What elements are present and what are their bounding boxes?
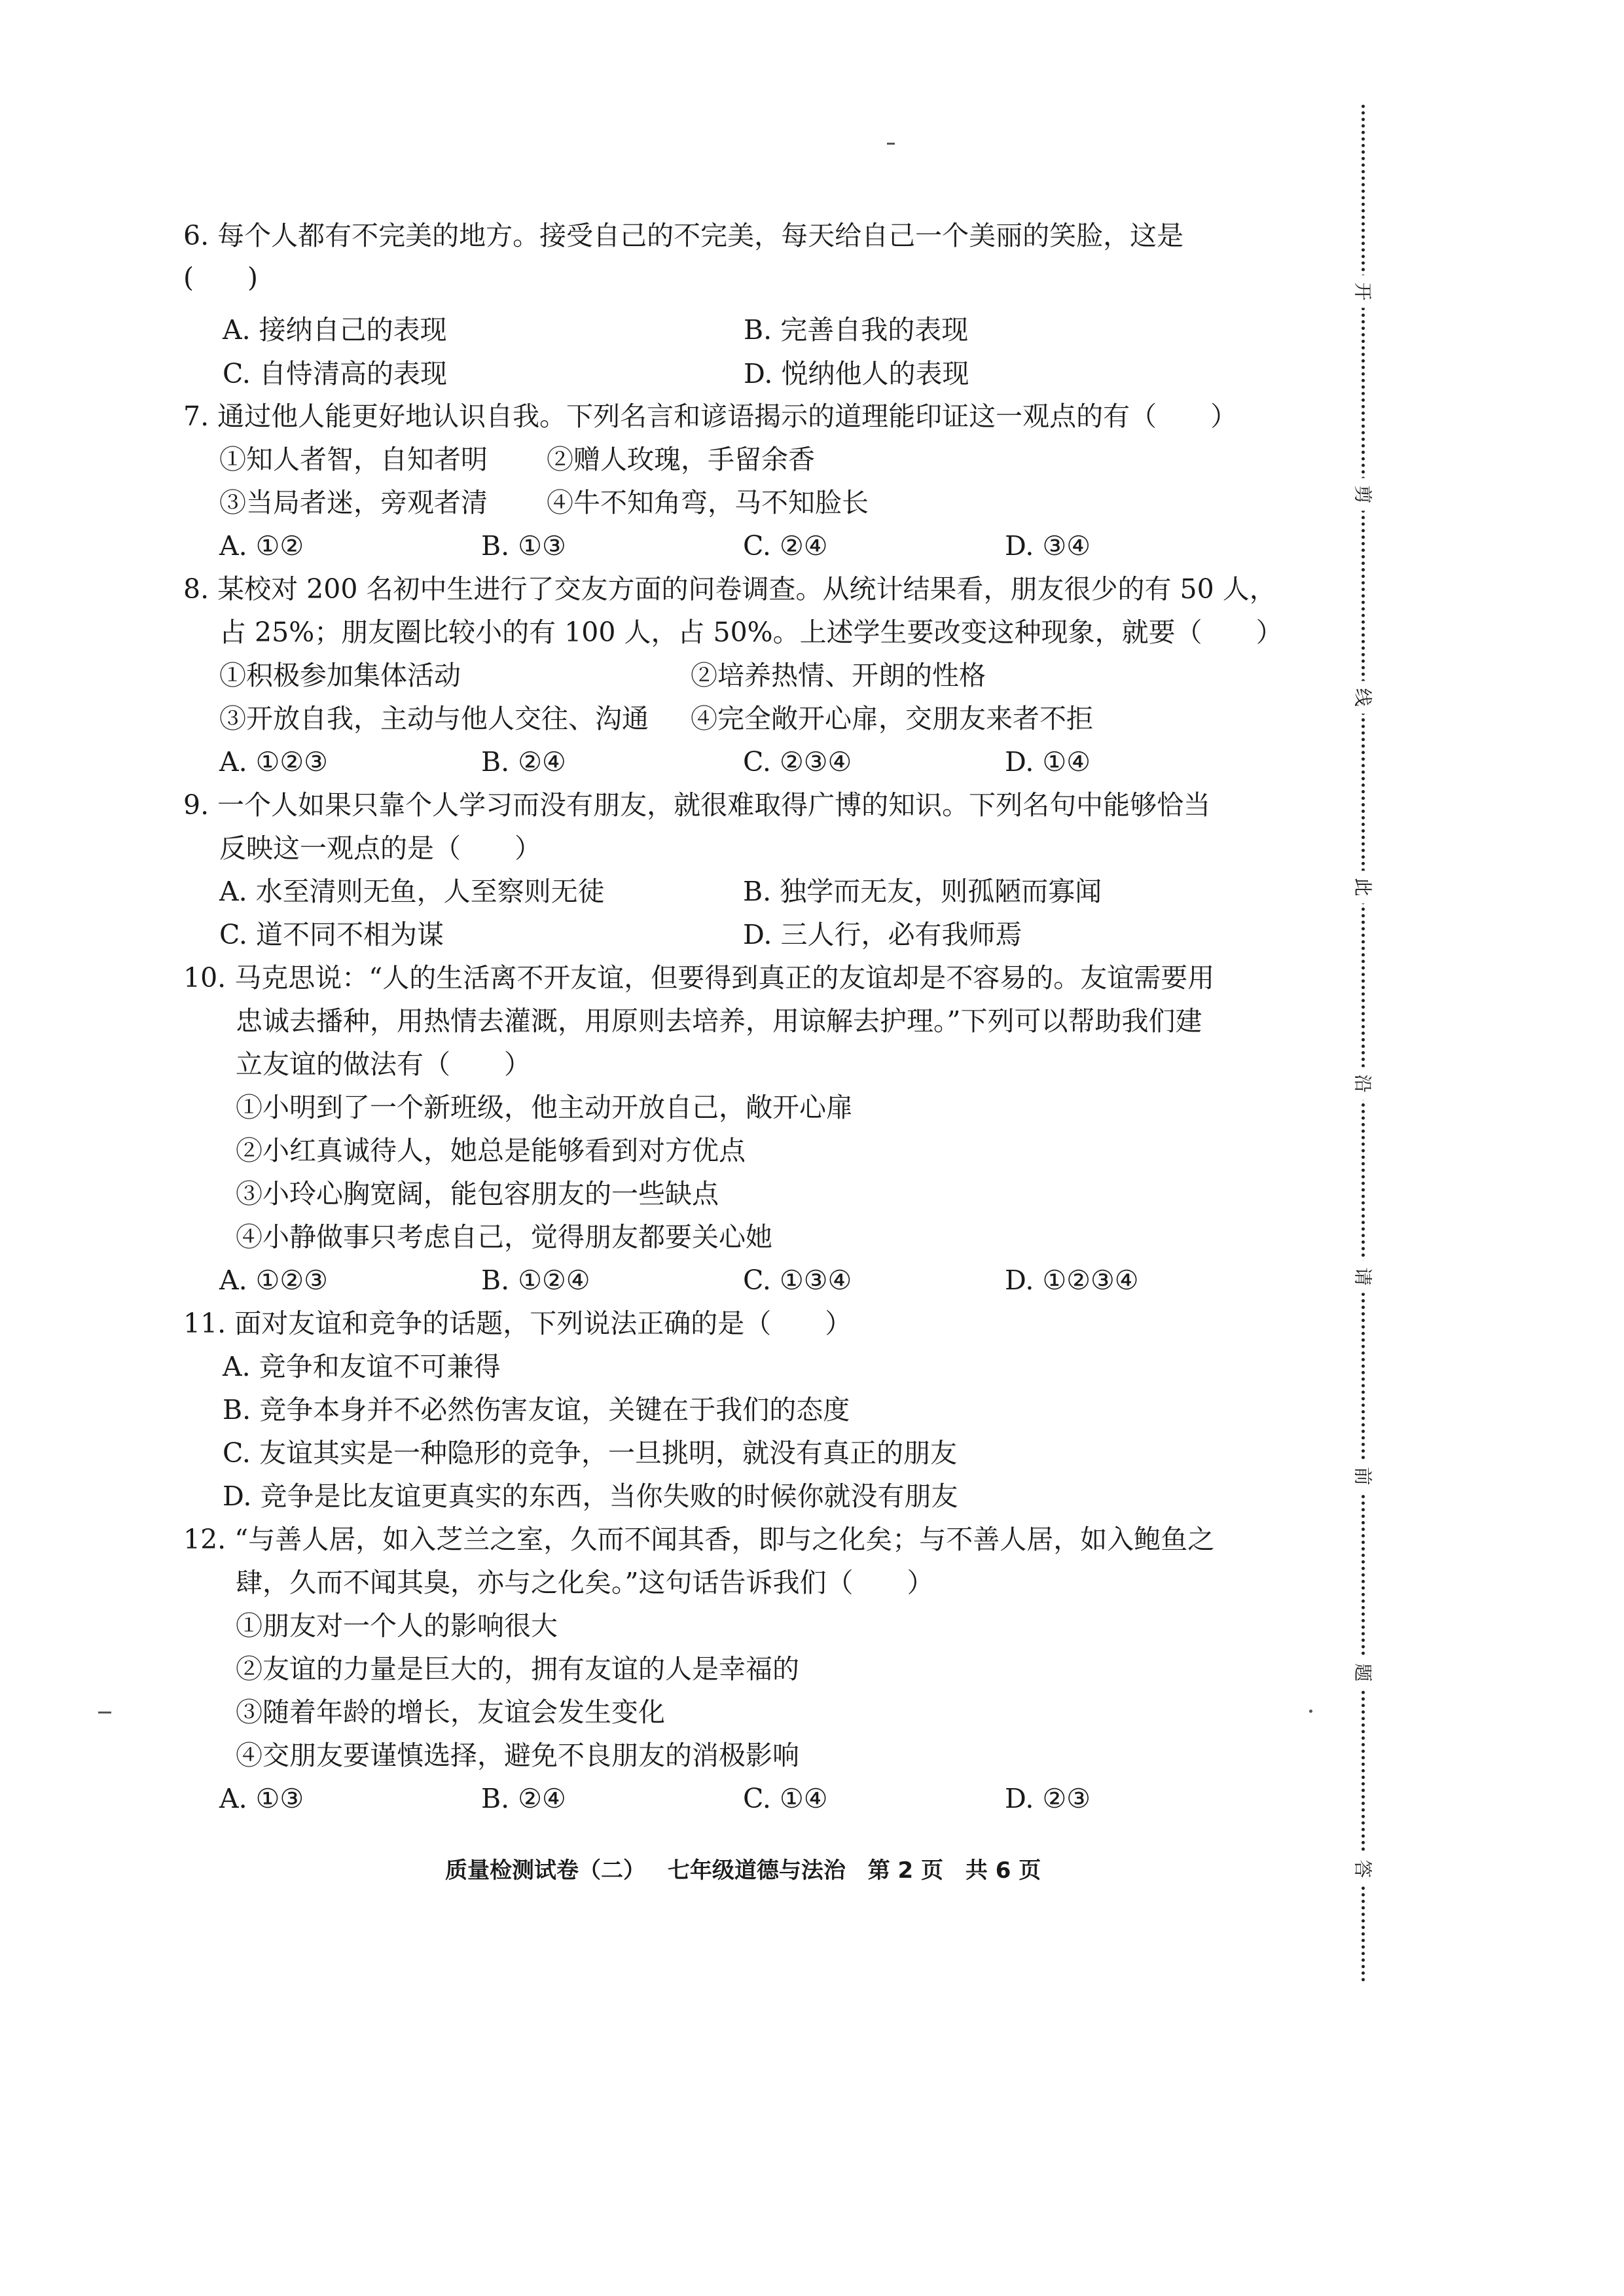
option-b: B. ②④ xyxy=(481,746,566,778)
question-stem: 占 25%；朋友圈比较小的有 100 人，占 50%。上述学生要改变这种现象，就要（ ） xyxy=(219,617,1283,648)
cut-line-char: 请 xyxy=(1352,1260,1373,1293)
question-stem: 肆，久而不闻其臭，亦与之化矣。”这句话告诉我们（ ） xyxy=(236,1567,934,1598)
cut-line-char: 此 xyxy=(1352,870,1373,903)
cut-line-char: 沿 xyxy=(1352,1067,1373,1100)
page-footer xyxy=(445,1852,1055,1884)
option-b: B. 完善自我的表现 xyxy=(744,314,969,346)
option-c: C. ②④ xyxy=(743,530,828,562)
statement-item: ③随着年龄的增长，友谊会发生变化 xyxy=(236,1696,665,1728)
question-stem: 9. 一个人如果只靠个人学习而没有朋友，就很难取得广博的知识。下列名句中能够恰当 xyxy=(183,789,1211,821)
question-stem: 6. 每个人都有不完美的地方。接受自己的不完美，每天给自己一个美丽的笑脸，这是 xyxy=(183,220,1184,251)
question-stem: 忠诚去播种，用热情去灌溉，用原则去培养，用谅解去护理。”下列可以帮助我们建 xyxy=(236,1005,1202,1037)
statement-item: ③当局者迷，旁观者清 xyxy=(219,487,488,518)
question-stem: 8. 某校对 200 名初中生进行了交友方面的问卷调查。从统计结果看，朋友很少的有 50 人， xyxy=(183,573,1276,605)
statement-item: ③开放自我，主动与他人交往、沟通 xyxy=(219,703,649,734)
statement-item: ①小明到了一个新班级，他主动开放自己，敞开心扉 xyxy=(236,1092,853,1123)
cut-line-char: 答 xyxy=(1352,1852,1373,1885)
cut-line-char: 线 xyxy=(1352,681,1373,713)
footer-exam-title: 质量检测试卷（二） xyxy=(445,1857,645,1884)
question-stem: 10. 马克思说：“人的生活离不开友谊，但要得到真正的友谊却是不容易的。友谊需要用 xyxy=(183,962,1215,994)
statement-item: ④小静做事只考虑自己，觉得朋友都要关心她 xyxy=(236,1221,772,1253)
cut-line-char: 题 xyxy=(1352,1656,1373,1689)
option-b: B. ②④ xyxy=(481,1783,566,1814)
cut-line-char: 开 xyxy=(1352,275,1373,308)
option-d: D. 竞争是比友谊更真实的东西，当你失败的时候你就没有朋友 xyxy=(223,1480,958,1512)
scan-speck xyxy=(887,143,895,145)
question-stem: 12. “与善人居，如入芝兰之室，久而不闻其香，即与之化矣；与不善人居，如入鲍鱼之 xyxy=(183,1524,1215,1555)
question-stem: 11. 面对友谊和竞争的话题，下列说法正确的是（ ） xyxy=(183,1308,852,1339)
option-b: B. ①③ xyxy=(481,530,566,562)
option-d: D. 悦纳他人的表现 xyxy=(744,358,969,389)
option-b: B. 独学而无友，则孤陋而寡闻 xyxy=(743,876,1102,907)
option-b: B. ①②④ xyxy=(481,1265,590,1296)
scan-speck xyxy=(98,1712,111,1713)
cut-line-char: 剪 xyxy=(1352,478,1373,511)
option-c: C. ②③④ xyxy=(743,746,852,778)
footer-page-number: 第 2 页 xyxy=(867,1857,944,1884)
statement-item: ④交朋友要谨慎选择，避免不良朋友的消极影响 xyxy=(236,1740,799,1771)
option-c: C. ①③④ xyxy=(743,1265,852,1296)
question-stem: 7. 通过他人能更好地认识自我。下列名言和谚语揭示的道理能印证这一观点的有（ ） xyxy=(183,401,1238,432)
footer-total-pages: 共 6 页 xyxy=(965,1857,1041,1884)
statement-item: ①积极参加集体活动 xyxy=(219,660,461,691)
statement-item: ④牛不知角弯，马不知脸长 xyxy=(547,487,869,518)
option-a: A. ①② xyxy=(219,530,304,562)
option-a: A. 接纳自己的表现 xyxy=(223,314,447,346)
option-a: A. 竞争和友谊不可兼得 xyxy=(223,1351,501,1382)
statement-item: ③小玲心胸宽阔，能包容朋友的一些缺点 xyxy=(236,1178,719,1210)
statement-item: ②培养热情、开朗的性格 xyxy=(691,660,986,691)
statement-item: ②赠人玫瑰，手留余香 xyxy=(547,444,815,475)
statement-item: ①朋友对一个人的影响很大 xyxy=(236,1610,558,1641)
option-d: D. ③④ xyxy=(1005,530,1091,562)
option-a: A. ①②③ xyxy=(219,1265,328,1296)
option-a: A. ①②③ xyxy=(219,746,328,778)
statement-item: ②友谊的力量是巨大的，拥有友谊的人是幸福的 xyxy=(236,1653,799,1685)
cut-line-char: 前 xyxy=(1352,1460,1373,1492)
cut-line xyxy=(1362,105,1365,1983)
option-c: C. ①④ xyxy=(743,1783,828,1814)
answer-bracket: ( ) xyxy=(183,262,258,293)
statement-item: ①知人者智，自知者明 xyxy=(219,444,488,475)
statement-item: ②小红真诚待人，她总是能够看到对方优点 xyxy=(236,1135,746,1166)
option-c: C. 友谊其实是一种隐形的竞争，一旦挑明，就没有真正的朋友 xyxy=(223,1437,957,1469)
option-d: D. ②③ xyxy=(1005,1783,1091,1814)
question-stem: 反映这一观点的是（ ） xyxy=(219,833,541,864)
option-a: A. 水至清则无鱼，人至察则无徒 xyxy=(219,876,605,907)
option-a: A. ①③ xyxy=(219,1783,304,1814)
option-c: C. 道不同不相为谋 xyxy=(219,919,444,950)
option-b: B. 竞争本身并不必然伤害友谊，关键在于我们的态度 xyxy=(223,1394,850,1426)
statement-item: ④完全敞开心扉，交朋友来者不拒 xyxy=(691,703,1093,734)
scan-speck xyxy=(1309,1710,1312,1713)
option-d: D. ①②③④ xyxy=(1005,1265,1139,1296)
question-stem: 立友谊的做法有（ ） xyxy=(236,1049,531,1080)
option-c: C. 自恃清高的表现 xyxy=(223,358,447,389)
footer-subject: 七年级道德与法治 xyxy=(667,1857,846,1884)
option-d: D. 三人行，必有我师焉 xyxy=(743,919,1022,950)
option-d: D. ①④ xyxy=(1005,746,1091,778)
